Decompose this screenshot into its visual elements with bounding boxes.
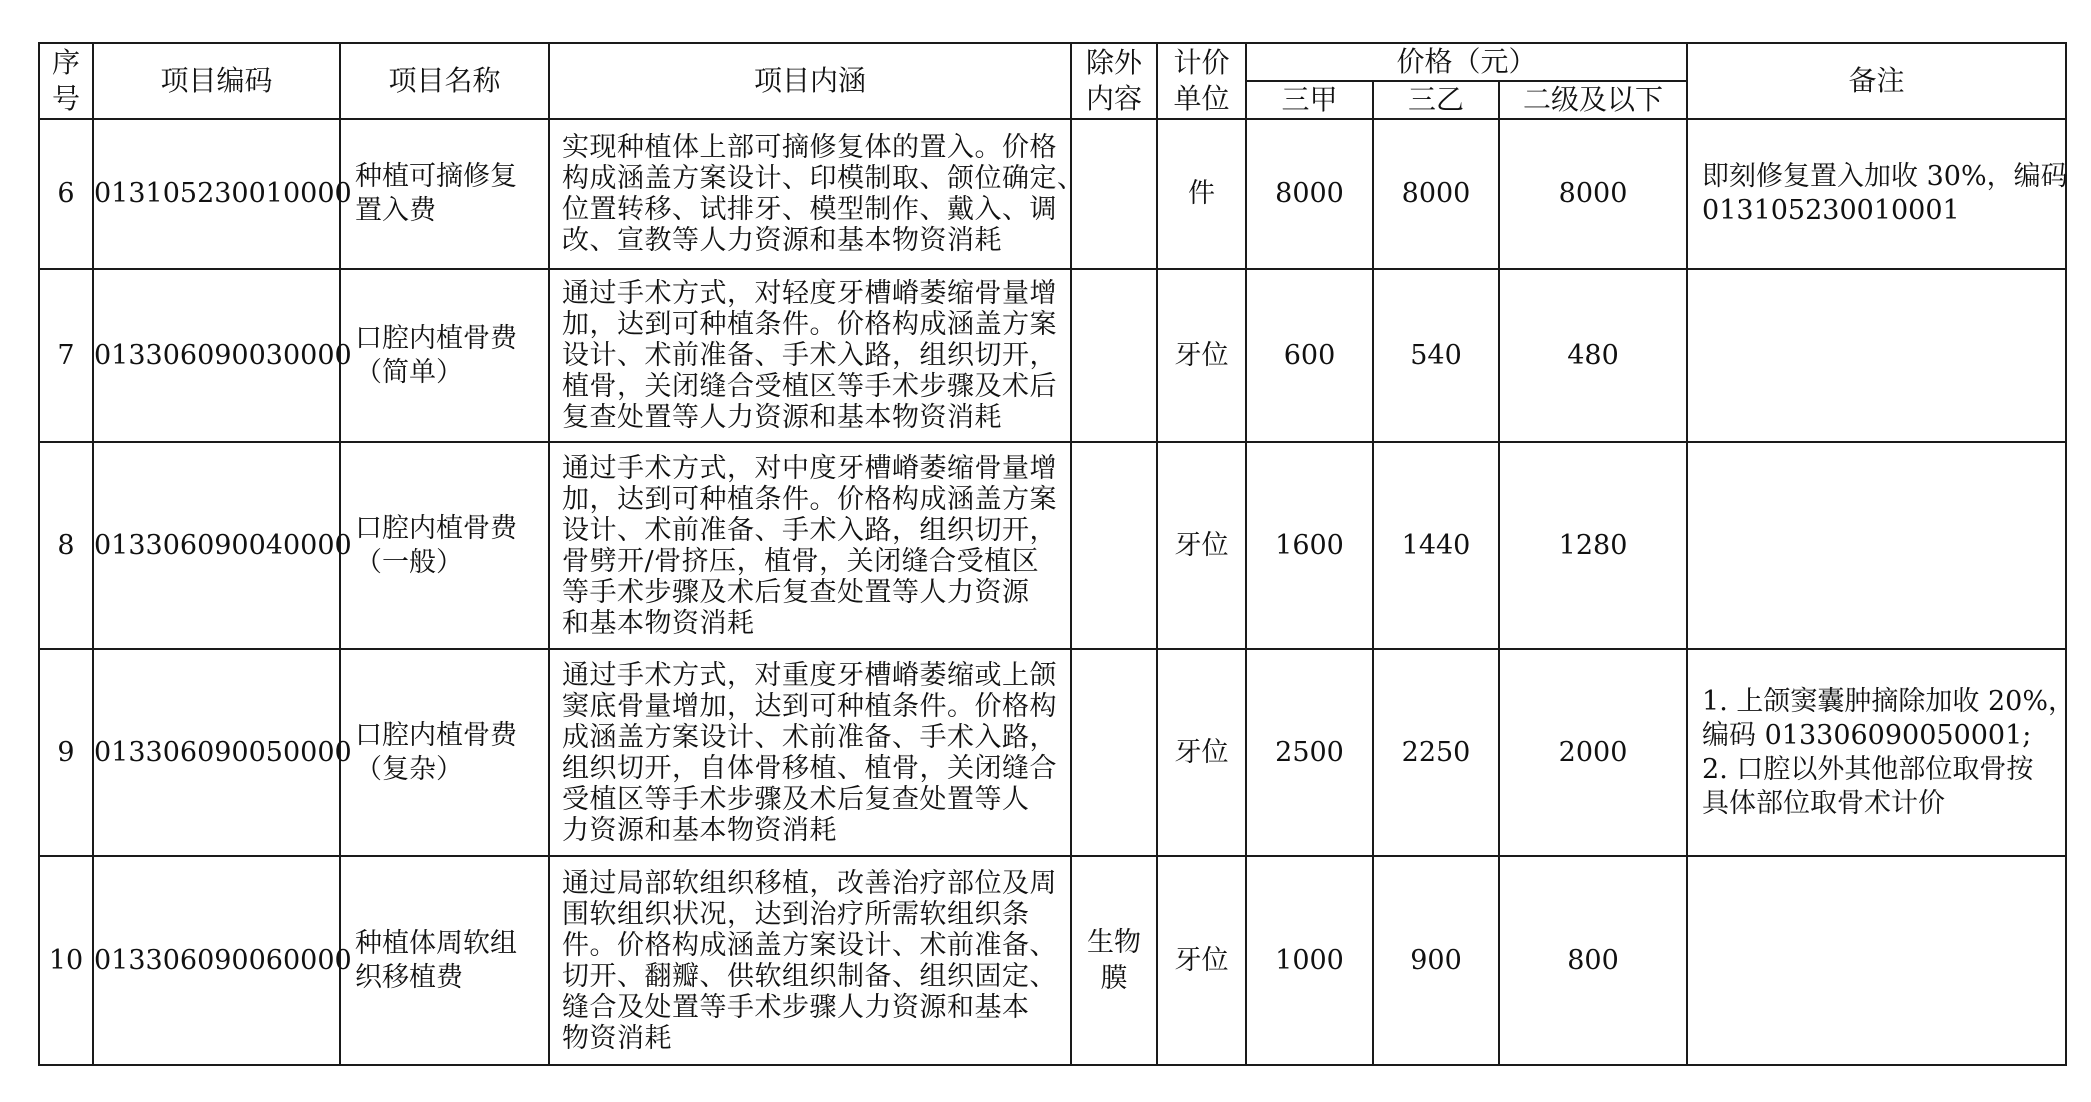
header-name: 项目名称: [340, 43, 549, 119]
cell-seq: [39, 856, 93, 1065]
cell-name-line: （一般）: [355, 546, 463, 578]
header-unit-line: 单位: [1173, 82, 1230, 115]
cell-name-line: （复杂）: [355, 753, 463, 785]
cell-unit-text: 件: [1188, 178, 1215, 209]
cell-content-line: 通过局部软组织移植，改善治疗部位及周: [562, 867, 1057, 899]
cell-unit: [1157, 119, 1246, 269]
cell-remark: [1687, 442, 2066, 649]
cell-content-line: 通过手术方式，对中度牙槽嵴萎缩骨量增: [562, 452, 1057, 484]
cell-content-line: 植骨，关闭缝合受植区等手术步骤及术后: [562, 371, 1057, 402]
header-excluded: [1071, 43, 1157, 119]
cell-seq-text: 9: [57, 736, 75, 768]
header-price-level-b3: 三乙: [1373, 81, 1499, 119]
cell-content-line: 切开、翻瓣、供软组织制备、组织固定、: [562, 960, 1057, 992]
cell-code-text: 013306090040000: [94, 529, 352, 561]
cell-code-text: 013105230010000: [94, 178, 352, 209]
cell-price-l2-text: 480: [1567, 339, 1619, 371]
cell-content-line: 组织切开，自体骨移植、植骨，关闭缝合: [562, 752, 1057, 784]
cell-code-text: 013306090050000: [94, 736, 352, 768]
cell-excluded: [1071, 442, 1157, 649]
cell-content-line: 加，达到可种植条件。价格构成涵盖方案: [562, 309, 1057, 340]
cell-content-line: 围软组织状况，达到治疗所需软组织条: [562, 898, 1030, 930]
cell-code-text: 013306090030000: [94, 339, 352, 371]
cell-unit: [1157, 269, 1246, 442]
cell-name-line: 种植可摘修复: [355, 161, 517, 192]
cell-price-l2: [1499, 856, 1687, 1065]
cell-content-line: 骨劈开/骨挤压，植骨，关闭缝合受植区: [562, 545, 1040, 577]
cell-seq: [39, 649, 93, 856]
cell-unit-text: 牙位: [1174, 339, 1229, 371]
cell-name-line: （简单）: [355, 356, 463, 388]
cell-price-l2-text: 1280: [1558, 529, 1628, 561]
table-row: [39, 269, 2066, 442]
cell-content-line: 等手术步骤及术后复查处置等人力资源: [562, 576, 1030, 608]
cell-content-line: 设计、术前准备、手术入路，组织切开，: [562, 340, 1057, 371]
header-seq-line: 序: [51, 46, 80, 79]
cell-price-l2-text: 2000: [1558, 736, 1628, 768]
cell-remark-line: 2. 口腔以外其他部位取骨按: [1702, 753, 2034, 785]
cell-content-line: 窦底骨量增加，达到可种植条件。价格构: [562, 690, 1057, 722]
cell-excluded: [1071, 649, 1157, 856]
table-row: [39, 119, 2066, 269]
cell-price-b3-text: 8000: [1401, 178, 1471, 209]
cell-seq-text: 6: [57, 178, 75, 209]
header-excluded-line: 内容: [1085, 82, 1142, 115]
cell-content-line: 构成涵盖方案设计、印模制取、颌位确定、: [562, 163, 1085, 194]
cell-name: [340, 649, 549, 856]
cell-unit: [1157, 442, 1246, 649]
cell-content-line: 力资源和基本物资消耗: [562, 814, 837, 846]
cell-price-b3-text: 2250: [1401, 736, 1471, 768]
cell-price-b3: [1373, 649, 1499, 856]
cell-price-a3: [1246, 442, 1373, 649]
cell-name-line: 口腔内植骨费: [355, 322, 517, 354]
cell-remark-line: 1. 上颌窦囊肿摘除加收 20%，: [1702, 685, 2075, 717]
cell-price-b3: [1373, 856, 1499, 1065]
cell-price-a3-text: 1000: [1275, 944, 1344, 976]
header-price: 价格（元）: [1246, 43, 1687, 81]
cell-remark-line: 013105230010001: [1702, 195, 1960, 226]
cell-unit-text: 牙位: [1174, 736, 1229, 768]
cell-content: [549, 442, 1071, 649]
cell-seq: [39, 119, 93, 269]
cell-content-line: 成涵盖方案设计、术前准备、手术入路，: [562, 721, 1057, 753]
header-code: 项目编码: [93, 43, 340, 119]
cell-seq: [39, 269, 93, 442]
cell-content-line: 实现种植体上部可摘修复体的置入。价格: [562, 132, 1057, 163]
cell-price-a3: [1246, 856, 1373, 1065]
cell-content: [549, 269, 1071, 442]
cell-price-a3: [1246, 119, 1373, 269]
table-row: [39, 442, 2066, 649]
header-seq: [39, 43, 93, 119]
cell-price-l2-text: 800: [1567, 944, 1619, 976]
table-row: [39, 856, 2066, 1065]
header-unit-line: 计价: [1173, 46, 1230, 79]
cell-content-line: 通过手术方式，对轻度牙槽嵴萎缩骨量增: [562, 278, 1057, 309]
cell-remark: [1687, 269, 2066, 442]
cell-remark: [1687, 119, 2066, 269]
header-price-level-l2: 二级及以下: [1499, 81, 1687, 119]
cell-content-line: 复查处置等人力资源和基本物资消耗: [562, 402, 1002, 433]
cell-content-line: 件。价格构成涵盖方案设计、术前准备、: [562, 929, 1057, 961]
cell-price-l2: [1499, 269, 1687, 442]
cell-name-line: 织移植费: [355, 961, 463, 993]
cell-seq-text: 10: [48, 944, 84, 976]
cell-content-line: 位置转移、试排牙、模型制作、戴入、调: [562, 194, 1057, 225]
cell-content: [549, 649, 1071, 856]
cell-remark: [1687, 856, 2066, 1065]
cell-excluded: [1071, 119, 1157, 269]
cell-price-a3-text: 8000: [1275, 178, 1344, 209]
cell-unit: [1157, 649, 1246, 856]
cell-remark-line: 编码 013306090050001;: [1702, 719, 2032, 751]
cell-price-a3-text: 600: [1283, 339, 1336, 371]
cell-price-b3: [1373, 442, 1499, 649]
cell-unit-text: 牙位: [1174, 529, 1229, 561]
cell-remark-line: 具体部位取骨术计价: [1702, 787, 1946, 819]
cell-price-a3: [1246, 649, 1373, 856]
cell-price-a3-text: 2500: [1275, 736, 1344, 768]
cell-price-b3: [1373, 119, 1499, 269]
header-unit: [1157, 43, 1246, 119]
cell-unit: [1157, 856, 1246, 1065]
cell-code: [93, 856, 352, 1065]
cell-seq-text: 7: [57, 339, 75, 371]
cell-price-a3-text: 1600: [1275, 529, 1344, 561]
cell-price-l2: [1499, 119, 1687, 269]
cell-code-text: 013306090060000: [94, 944, 352, 976]
cell-name: [340, 442, 549, 649]
cell-content: [549, 856, 1071, 1065]
cell-content-line: 受植区等手术步骤及术后复查处置等人: [562, 783, 1030, 815]
header-content: 项目内涵: [549, 43, 1071, 119]
cell-name-line: 置入费: [355, 195, 436, 226]
cell-code: [93, 269, 352, 442]
cell-content-line: 物资消耗: [562, 1022, 672, 1054]
cell-excluded-line: 膜: [1100, 962, 1128, 994]
cell-price-l2: [1499, 442, 1687, 649]
cell-content-line: 设计、术前准备、手术入路，组织切开，: [562, 514, 1057, 546]
header-remark: 备注: [1687, 43, 2066, 119]
cell-seq-text: 8: [57, 529, 75, 561]
header-excluded-line: 除外: [1085, 46, 1142, 79]
cell-name: [340, 269, 549, 442]
cell-price-b3-text: 540: [1410, 339, 1462, 371]
cell-name: [340, 856, 549, 1065]
cell-name-line: 口腔内植骨费: [355, 719, 517, 751]
header-seq-line: 号: [51, 82, 80, 115]
cell-remark-line: 即刻修复置入加收 30%，编码: [1702, 161, 2068, 192]
cell-code: [93, 442, 352, 649]
cell-unit-text: 牙位: [1174, 944, 1229, 976]
cell-content-line: 通过手术方式，对重度牙槽嵴萎缩或上颌: [562, 659, 1057, 691]
cell-name: [340, 119, 549, 269]
cell-content-line: 改、宣教等人力资源和基本物资消耗: [562, 225, 1002, 256]
header-price-level-a3: 三甲: [1246, 81, 1373, 119]
cell-content-line: 和基本物资消耗: [562, 607, 755, 639]
cell-code: [93, 649, 352, 856]
cell-price-b3-text: 1440: [1401, 529, 1471, 561]
cell-content: [549, 119, 1085, 269]
cell-price-b3: [1373, 269, 1499, 442]
cell-remark: [1687, 649, 2075, 856]
cell-seq: [39, 442, 93, 649]
cell-excluded: [1071, 856, 1157, 1065]
cell-excluded: [1071, 269, 1157, 442]
cell-excluded-line: 生物: [1087, 926, 1141, 958]
cell-price-l2: [1499, 649, 1687, 856]
cell-name-line: 口腔内植骨费: [355, 512, 517, 544]
table-row: [39, 649, 2066, 856]
price-table: [38, 42, 2075, 1066]
cell-content-line: 加，达到可种植条件。价格构成涵盖方案: [562, 483, 1057, 515]
table-body: [39, 119, 2075, 1065]
cell-price-a3: [1246, 269, 1373, 442]
cell-content-line: 缝合及处置等手术步骤人力资源和基本: [562, 991, 1030, 1023]
cell-price-b3-text: 900: [1410, 944, 1462, 976]
cell-name-line: 种植体周软组: [355, 927, 517, 959]
cell-code: [93, 119, 352, 269]
cell-price-l2-text: 8000: [1558, 178, 1628, 209]
